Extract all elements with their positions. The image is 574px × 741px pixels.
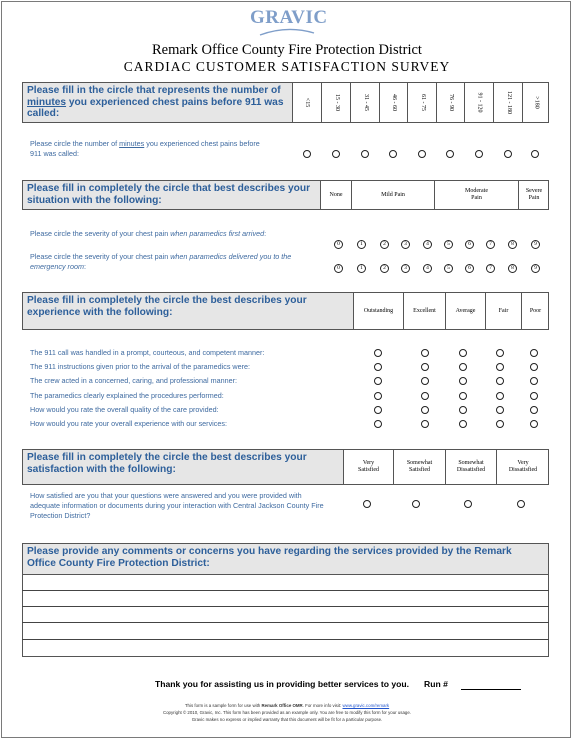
severity-question-arrival: Please circle the severity of your chest pain when paramedics first arrived: (30, 229, 267, 238)
rating-bubble-fair[interactable] (496, 420, 504, 428)
section3-header (22, 292, 549, 330)
rating-bubble-outstanding[interactable] (374, 420, 382, 428)
logo-text: GRAVIC (250, 7, 328, 28)
rating-bubble-outstanding[interactable] (374, 349, 382, 357)
severity-bubble-3[interactable]: 3 (401, 240, 410, 249)
severity-bubble-8[interactable]: 8 (508, 240, 517, 249)
section4-header (22, 449, 549, 485)
severity-bubble-3[interactable]: 3 (401, 264, 410, 273)
rating-question: The paramedics clearly explained the procedures performed: (30, 391, 224, 400)
rating-question: How would you rate your overall experience with our services: (30, 419, 227, 428)
severity-col-mild: Mild Pain (351, 181, 434, 209)
minutes-bubble[interactable] (389, 150, 397, 158)
rating-bubble-excellent[interactable] (421, 363, 429, 371)
footer-fine-print-2: Copyright © 2010, Gravic, Inc. This form has been provided as an example only. You are free to modify this form for your usage. (162, 710, 412, 715)
severity-bubble-9[interactable]: 9 (531, 264, 540, 273)
comment-line (22, 639, 549, 640)
severity-bubble-2[interactable]: 2 (380, 240, 389, 249)
section2-header (22, 180, 549, 210)
satisfaction-col-somewhat-dissatisfied: Somewhat Dissatisfied (445, 450, 496, 484)
severity-bubble-7[interactable]: 7 (486, 264, 495, 273)
section2-title: Please fill in completely the circle that best describes your situation with the following: (27, 183, 311, 206)
severity-bubble-5[interactable]: 5 (444, 240, 453, 249)
rating-bubble-average[interactable] (459, 406, 467, 414)
rating-bubble-excellent[interactable] (421, 377, 429, 385)
logo-swoosh-icon (258, 27, 316, 37)
minutes-bubble[interactable] (361, 150, 369, 158)
minutes-bubble[interactable] (418, 150, 426, 158)
comment-line (22, 622, 549, 623)
rating-question: How would you rate the overall quality of the care provided: (30, 405, 219, 414)
minutes-col-3: 31 - 45 (350, 83, 379, 122)
satisfaction-bubble-somewhat-satisfied[interactable] (412, 500, 420, 508)
severity-bubble-7[interactable]: 7 (486, 240, 495, 249)
rating-bubble-excellent[interactable] (421, 349, 429, 357)
satisfaction-col-somewhat-satisfied: Somewhat Satisfied (393, 450, 445, 484)
section1-title-cell (23, 83, 292, 122)
minutes-bubble[interactable] (303, 150, 311, 158)
rating-col-outstanding: Outstanding (353, 293, 403, 329)
footer-fine-print-1: This form is a sample form for use with Remark Office OMR. For more info visit: www.gravic.com/remark (184, 703, 390, 708)
severity-bubble-6[interactable]: 6 (465, 264, 474, 273)
rating-bubble-poor[interactable] (530, 392, 538, 400)
rating-bubble-excellent[interactable] (421, 420, 429, 428)
gravic-link[interactable]: www.gravic.com/remark (342, 703, 390, 708)
section1-question: Please circle the number of minutes you experienced chest pains before 911 was called: (30, 139, 260, 158)
severity-bubble-0[interactable]: 0 (334, 264, 343, 273)
section1-title-underlined: minutes (27, 96, 67, 108)
severity-bubble-9[interactable]: 9 (531, 240, 540, 249)
severity-bubble-1[interactable]: 1 (357, 240, 366, 249)
minutes-col-7: 91 - 120 (464, 83, 493, 122)
satisfaction-bubble-very-satisfied[interactable] (363, 500, 371, 508)
section4-title-cell (23, 450, 343, 484)
organization-name: Remark Office County Fire Protection District (152, 42, 422, 58)
comments-header (22, 543, 549, 575)
rating-question: The 911 instructions given prior to the arrival of the paramedics were: (30, 362, 250, 371)
section1-title-part2: you experienced chest pains before 911 was called: (27, 96, 284, 119)
rating-bubble-fair[interactable] (496, 377, 504, 385)
rating-question: The 911 call was handled in a prompt, courteous, and competent manner: (30, 348, 265, 357)
rating-bubble-fair[interactable] (496, 392, 504, 400)
section4-title: Please fill in completely the circle the best describes your satisfaction with the following: (27, 452, 307, 475)
rating-bubble-outstanding[interactable] (374, 406, 382, 414)
run-number-field[interactable] (461, 689, 521, 690)
minutes-bubble[interactable] (446, 150, 454, 158)
minutes-col-6: 76 - 90 (436, 83, 464, 122)
minutes-bubble[interactable] (475, 150, 483, 158)
rating-bubble-average[interactable] (459, 420, 467, 428)
rating-bubble-fair[interactable] (496, 349, 504, 357)
section1-title (27, 85, 289, 120)
rating-bubble-poor[interactable] (530, 406, 538, 414)
rating-bubble-outstanding[interactable] (374, 392, 382, 400)
comments-title: Please provide any comments or concerns you have regarding the services provided by the Remark Office County Fire Protection District: (27, 546, 512, 569)
minutes-col-2: 15 - 30 (321, 83, 350, 122)
rating-bubble-excellent[interactable] (421, 392, 429, 400)
rating-question: The crew acted in a concerned, caring, and professional manner: (30, 376, 237, 385)
rating-bubble-poor[interactable] (530, 363, 538, 371)
severity-bubble-4[interactable]: 4 (423, 264, 432, 273)
comment-line (22, 606, 549, 607)
section3-title: Please fill in completely the circle the best describes your experience with the following: (27, 295, 307, 318)
severity-bubble-5[interactable]: 5 (444, 264, 453, 273)
severity-bubble-0[interactable]: 0 (334, 240, 343, 249)
rating-col-average: Average (445, 293, 485, 329)
thank-you-text: Thank you for assisting us in providing better services to you. (155, 679, 410, 689)
minutes-col-5: 61 - 75 (407, 83, 436, 122)
rating-bubble-average[interactable] (459, 377, 467, 385)
severity-bubble-8[interactable]: 8 (508, 264, 517, 273)
rating-bubble-outstanding[interactable] (374, 377, 382, 385)
minutes-col-9: >180 (522, 83, 549, 122)
rating-bubble-excellent[interactable] (421, 406, 429, 414)
run-number-label: Run # (424, 679, 448, 689)
rating-col-excellent: Excellent (403, 293, 445, 329)
minutes-col-8: 121 - 180 (493, 83, 522, 122)
minutes-col-4: 46 - 60 (379, 83, 407, 122)
rating-bubble-poor[interactable] (530, 420, 538, 428)
rating-col-poor: Poor (521, 293, 549, 329)
satisfaction-col-very-dissatisfied: Very Dissatisfied (496, 450, 549, 484)
minutes-bubble[interactable] (504, 150, 512, 158)
section1-title-part1: Please fill in the circle that represents the number of (27, 85, 281, 96)
severity-col-moderate: Moderate Pain (434, 181, 518, 209)
rating-bubble-poor[interactable] (530, 349, 538, 357)
rating-bubble-fair[interactable] (496, 363, 504, 371)
minutes-bubble[interactable] (332, 150, 340, 158)
satisfaction-bubble-very-dissatisfied[interactable] (517, 500, 525, 508)
rating-col-fair: Fair (485, 293, 521, 329)
section1-header (22, 82, 549, 123)
severity-col-none: None (320, 181, 351, 209)
rating-bubble-outstanding[interactable] (374, 363, 382, 371)
comments-box[interactable] (22, 574, 549, 657)
rating-bubble-fair[interactable] (496, 406, 504, 414)
satisfaction-question: How satisfied are you that your questions were answered and you were provided with adequate information or documents during your interaction with Central Jackson County Fire Protection District? (30, 491, 324, 520)
rating-bubble-poor[interactable] (530, 377, 538, 385)
rating-bubble-average[interactable] (459, 349, 467, 357)
satisfaction-bubble-somewhat-dissatisfied[interactable] (464, 500, 472, 508)
comment-line (22, 590, 549, 591)
section2-title-cell (23, 181, 320, 209)
severity-question-er: Please circle the severity of your chest pain when paramedics delivered you to the emergency room: (30, 252, 292, 271)
minutes-col-1: <15 (292, 83, 321, 122)
satisfaction-col-very-satisfied: Very Satisfied (343, 450, 393, 484)
rating-bubble-average[interactable] (459, 363, 467, 371)
severity-bubble-6[interactable]: 6 (465, 240, 474, 249)
severity-bubble-1[interactable]: 1 (357, 264, 366, 273)
footer-fine-print-3: Gravic makes no express or implied warranty that this document will be fit for a particular purpose. (191, 717, 383, 722)
rating-bubble-average[interactable] (459, 392, 467, 400)
severity-bubble-4[interactable]: 4 (423, 240, 432, 249)
survey-title: CARDIAC CUSTOMER SATISFACTION SURVEY (123, 59, 451, 74)
minutes-bubble[interactable] (531, 150, 539, 158)
section3-title-cell (23, 293, 353, 329)
gravic-logo (250, 3, 328, 43)
severity-col-severe: Severe Pain (518, 181, 549, 209)
severity-bubble-2[interactable]: 2 (380, 264, 389, 273)
